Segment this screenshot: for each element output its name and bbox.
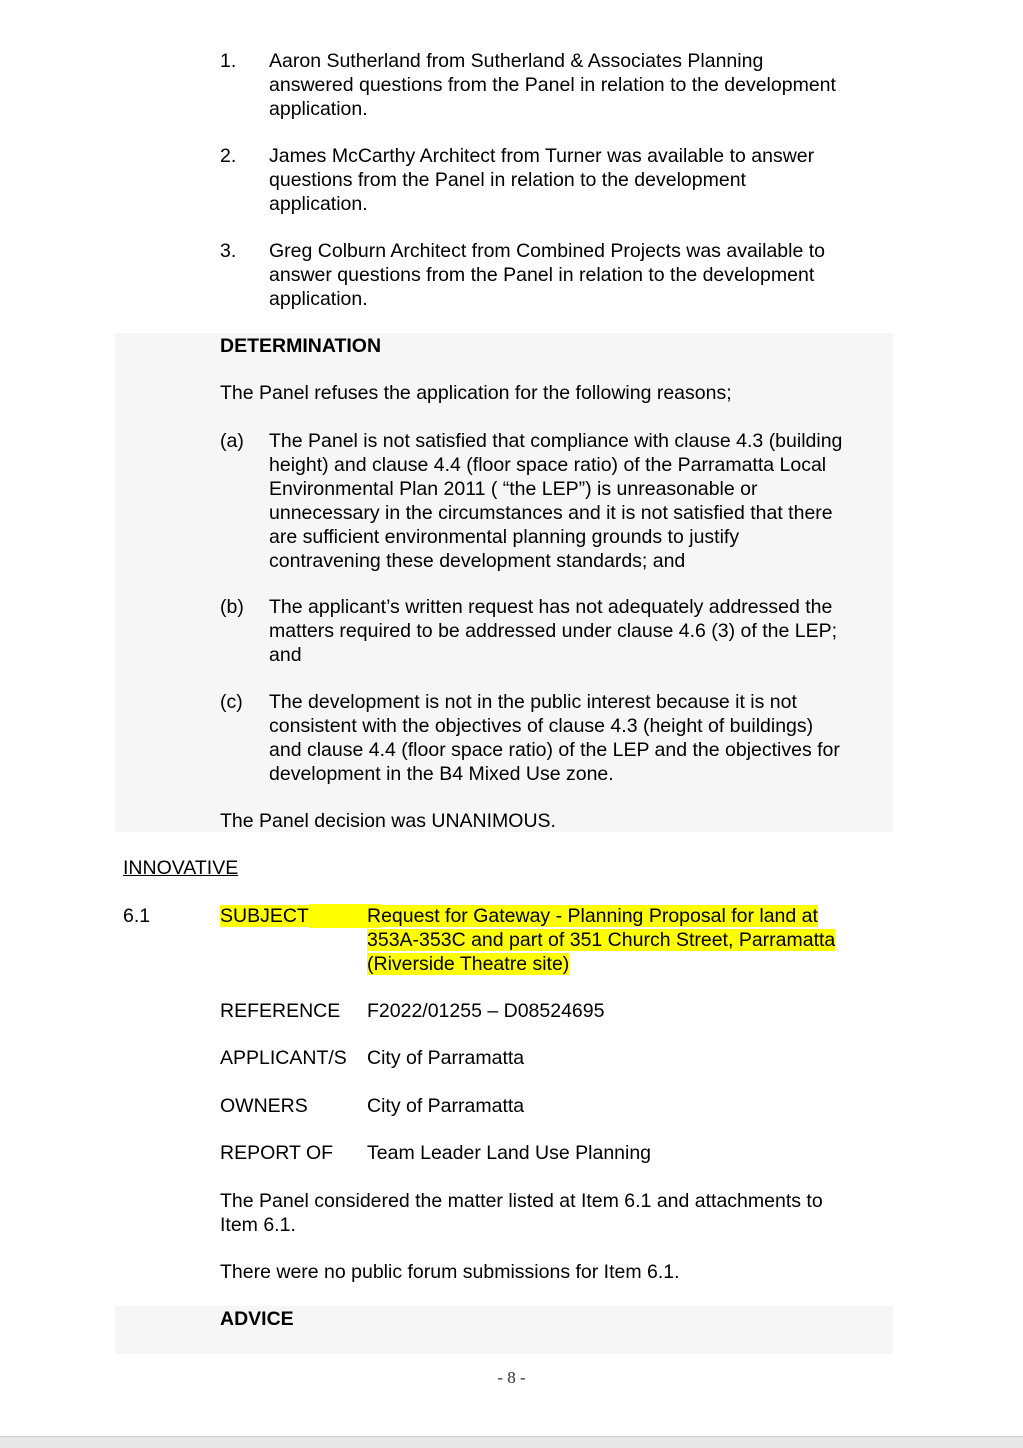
text-line: contravening these development standards; and bbox=[269, 550, 686, 572]
text-line: The development is not in the public interest because it is not bbox=[269, 691, 797, 713]
reason-text bbox=[269, 429, 909, 573]
text-line: Environmental Plan 2011 ( “the LEP”) is unreasonable or bbox=[269, 478, 758, 500]
reason-label: (c) bbox=[220, 691, 243, 713]
text-line: answer questions from the Panel in relation to the development bbox=[269, 264, 815, 286]
text-line: are sufficient environmental planning grounds to justify bbox=[269, 526, 740, 548]
text-line: unnecessary in the circumstances and it is not satisfied that there bbox=[269, 502, 833, 524]
reason-text bbox=[269, 595, 909, 667]
advice-heading: ADVICE bbox=[220, 1308, 294, 1330]
reference-value: F2022/01255 – D08524695 bbox=[367, 1000, 605, 1022]
report-of-label: REPORT OF bbox=[220, 1142, 334, 1164]
text-line: application. bbox=[269, 98, 368, 120]
text-line: 353A-353C and part of 351 Church Street, Parramatta bbox=[367, 929, 836, 951]
item-number: 6.1 bbox=[123, 905, 151, 927]
applicant-value: City of Parramatta bbox=[367, 1047, 525, 1069]
subject-value bbox=[367, 904, 835, 976]
text-line: (Riverside Theatre site) bbox=[367, 953, 570, 975]
viewer-bottom-bar bbox=[0, 1436, 1023, 1448]
section-heading: INNOVATIVE bbox=[123, 857, 239, 879]
owners-label: OWNERS bbox=[220, 1095, 308, 1117]
text-line: and bbox=[269, 644, 302, 666]
attendee-text bbox=[269, 144, 884, 216]
text-line: answered questions from the Panel in relation to the development bbox=[269, 74, 836, 96]
considered-text bbox=[220, 1189, 823, 1237]
determination-heading: DETERMINATION bbox=[220, 335, 382, 357]
subject-label bbox=[220, 904, 381, 928]
text-line: The Panel is not satisfied that compliance with clause 4.3 (building bbox=[269, 430, 843, 452]
attendee-number: 1. bbox=[220, 50, 237, 72]
text-line: Request for Gateway - Planning Proposal for land at bbox=[367, 905, 818, 927]
attendee-number: 2. bbox=[220, 145, 237, 167]
reason-label: (b) bbox=[220, 596, 244, 618]
text-line: The Panel considered the matter listed at Item 6.1 and attachments to bbox=[220, 1190, 823, 1212]
subject-label-text: SUBJECT bbox=[220, 905, 309, 927]
text-line: Item 6.1. bbox=[220, 1214, 296, 1236]
text-line: The applicant’s written request has not adequately addressed the bbox=[269, 596, 833, 618]
text-line: matters required to be addressed under clause 4.6 (3) of the LEP; bbox=[269, 620, 837, 642]
reference-label: REFERENCE bbox=[220, 1000, 341, 1022]
owners-value: City of Parramatta bbox=[367, 1095, 525, 1117]
reason-text bbox=[269, 690, 909, 786]
attendee-number: 3. bbox=[220, 240, 237, 262]
text-line: Aaron Sutherland from Sutherland & Associates Planning bbox=[269, 50, 764, 72]
text-line: questions from the Panel in relation to the development bbox=[269, 169, 746, 191]
applicant-label: APPLICANT/S bbox=[220, 1047, 347, 1069]
text-line: application. bbox=[269, 288, 368, 310]
text-line: James McCarthy Architect from Turner was available to answer bbox=[269, 145, 815, 167]
text-line: consistent with the objectives of clause 4.3 (height of buildings) bbox=[269, 715, 814, 737]
attendee-text bbox=[269, 49, 884, 121]
decision-text: The Panel decision was UNANIMOUS. bbox=[220, 810, 556, 832]
text-line: development in the B4 Mixed Use zone. bbox=[269, 763, 614, 785]
text-line: height) and clause 4.4 (floor space ratio) of the Parramatta Local bbox=[269, 454, 827, 476]
reason-label: (a) bbox=[220, 430, 244, 452]
report-of-value: Team Leader Land Use Planning bbox=[367, 1142, 652, 1164]
page-number: - 8 - bbox=[497, 1368, 526, 1387]
attendee-text bbox=[269, 239, 884, 311]
determination-intro: The Panel refuses the application for the following reasons; bbox=[220, 382, 732, 404]
text-line: Greg Colburn Architect from Combined Projects was available to bbox=[269, 240, 825, 262]
forum-text: There were no public forum submissions for Item 6.1. bbox=[220, 1261, 680, 1283]
text-line: and clause 4.4 (floor space ratio) of the LEP and the objectives for bbox=[269, 739, 840, 761]
text-line: application. bbox=[269, 193, 368, 215]
